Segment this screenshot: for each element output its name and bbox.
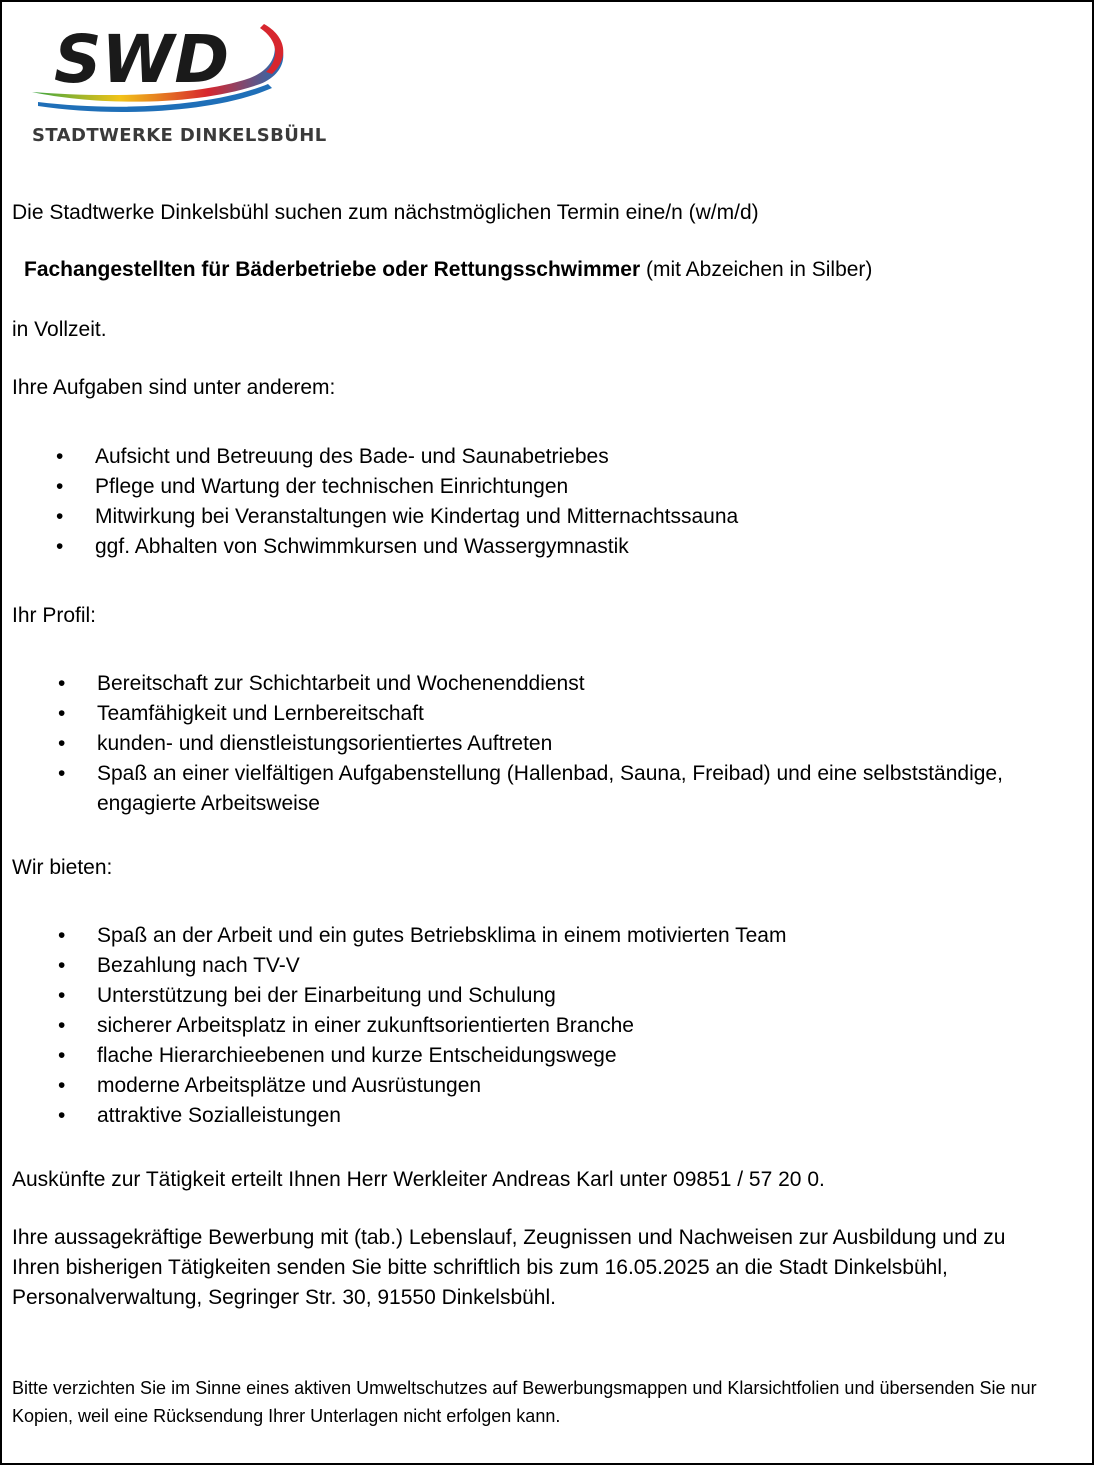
- bullet-icon: •: [58, 954, 66, 977]
- profile-heading: Ihr Profil:: [12, 604, 97, 627]
- bullet-icon: •: [58, 1044, 66, 1067]
- bullet-icon: •: [58, 984, 66, 1007]
- list-item: • Aufsicht und Betreuung des Bade- und Saunabetriebes: [95, 442, 738, 472]
- bullet-icon: •: [58, 732, 66, 755]
- list-item: • Bereitschaft zur Schichtarbeit und Wochenenddienst: [97, 669, 1072, 699]
- offer-heading: Wir bieten:: [12, 856, 113, 879]
- list-item: • flache Hierarchieebenen und kurze Entscheidungswege: [97, 1041, 786, 1071]
- tasks-heading: Ihre Aufgaben sind unter anderem:: [12, 376, 336, 399]
- bullet-icon: •: [56, 505, 64, 528]
- list-item: • Spaß an einer vielfältigen Aufgabenstellung (Hallenbad, Sauna, Freibad) und eine selbstständige, engagierte Arbeitsweise: [97, 759, 1057, 819]
- bullet-icon: •: [56, 475, 64, 498]
- bullet-icon: •: [58, 762, 66, 785]
- bullet-icon: •: [56, 535, 64, 558]
- bullet-icon: •: [56, 445, 64, 468]
- profile-list: [58, 669, 1072, 819]
- position-title-bold: Fachangestellten für Bäderbetriebe oder Rettungsschwimmer: [24, 258, 641, 281]
- list-item: • Pflege und Wartung der technischen Einrichtungen: [95, 472, 738, 502]
- employment-type: in Vollzeit.: [12, 318, 107, 341]
- list-item: • Teamfähigkeit und Lernbereitschaft: [97, 699, 1072, 729]
- tasks-list: [56, 442, 739, 562]
- list-item: • moderne Arbeitsplätze und Ausrüstungen: [97, 1071, 786, 1101]
- position-title-rest: (mit Abzeichen in Silber): [640, 258, 873, 281]
- list-item: • Unterstützung bei der Einarbeitung und Schulung: [97, 981, 786, 1011]
- bullet-icon: •: [58, 672, 66, 695]
- bullet-icon: •: [58, 1104, 66, 1127]
- logo-text: SWD: [54, 21, 230, 98]
- list-item: • kunden- und dienstleistungsorientiertes Auftreten: [97, 729, 1072, 759]
- logo-subtitle: STADTWERKE DINKELSBÜHL: [32, 125, 327, 146]
- swd-logo-graphic: [28, 14, 300, 124]
- bullet-icon: •: [58, 924, 66, 947]
- offer-list: [58, 921, 787, 1131]
- contact-text: Auskünfte zur Tätigkeit erteilt Ihnen Herr Werkleiter Andreas Karl unter 09851 / 57 20 0.: [12, 1168, 825, 1191]
- application-text: Ihre aussagekräftige Bewerbung mit (tab.) Lebenslauf, Zeugnissen und Nachweisen zur Ausbildung und zu Ihren bisherigen Tätigkeiten senden Sie bitte schriftlich bis zum 16.05.2025 an die Stadt Dinkelsbühl, Personalverwaltung, Segringer Str. 30, 91550 Dinkelsbühl.: [12, 1226, 1006, 1309]
- list-item: • sicherer Arbeitsplatz in einer zukunftsorientierten Branche: [97, 1011, 786, 1041]
- bullet-icon: •: [58, 1074, 66, 1097]
- environment-note: Bitte verzichten Sie im Sinne eines aktiven Umweltschutzes auf Bewerbungsmappen und Klarsichtfolien und übersenden Sie nur Kopien, weil eine Rücksendung Ihrer Unterlagen nicht erfolgen kann.: [12, 1378, 1037, 1426]
- position-title: [24, 258, 872, 282]
- intro-text: Die Stadtwerke Dinkelsbühl suchen zum nächstmöglichen Termin eine/n (w/m/d): [12, 201, 759, 224]
- bullet-icon: •: [58, 702, 66, 725]
- list-item: • attraktive Sozialleistungen: [97, 1101, 786, 1131]
- list-item: • Mitwirkung bei Veranstaltungen wie Kindertag und Mitternachtssauna: [95, 502, 738, 532]
- swd-logo: [28, 14, 327, 150]
- list-item: • Spaß an der Arbeit und ein gutes Betriebsklima in einem motivierten Team: [97, 921, 786, 951]
- list-item: • ggf. Abhalten von Schwimmkursen und Wassergymnastik: [95, 532, 738, 562]
- bullet-icon: •: [58, 1014, 66, 1037]
- list-item: • Bezahlung nach TV-V: [97, 951, 786, 981]
